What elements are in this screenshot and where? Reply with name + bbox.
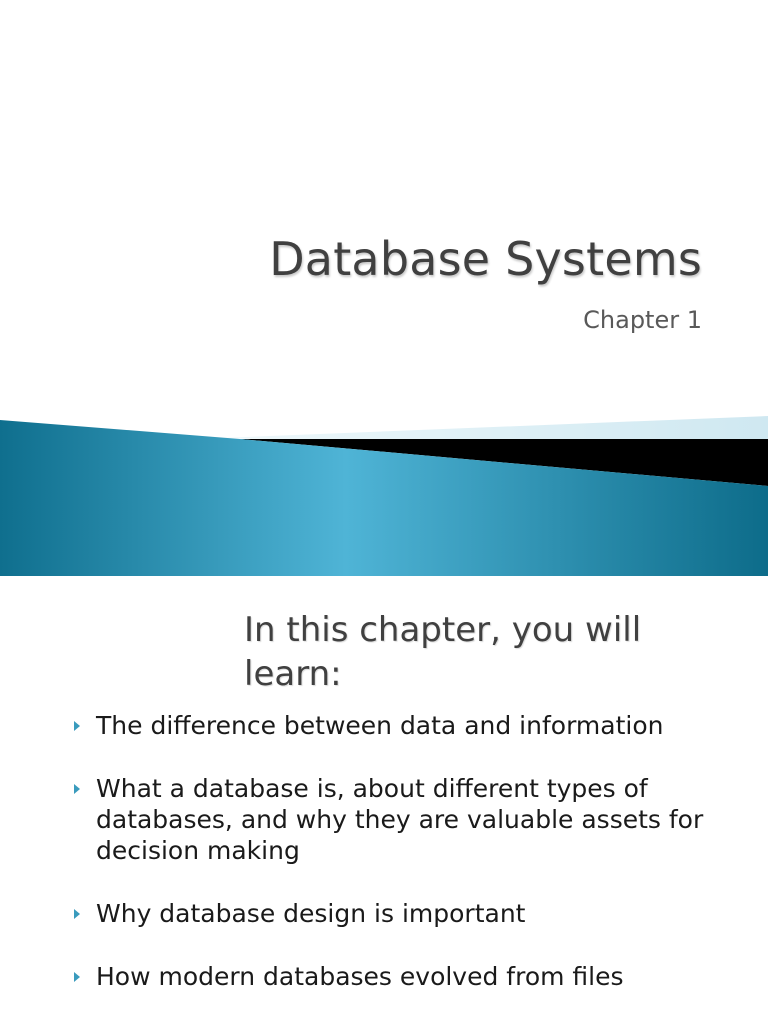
triangle-right-icon [74,784,80,794]
list-item [74,898,714,929]
triangle-right-icon [74,972,80,982]
decorative-banner [0,400,768,576]
bullet-list [74,710,714,1024]
content-slide [0,576,768,1024]
content-heading: In this chapter, you will learn: [244,610,642,694]
triangle-right-icon [74,909,80,919]
slide-subtitle: Chapter 1 [583,306,702,334]
bullet-text: Why database design is important [96,899,526,928]
banner-light-band [220,416,768,440]
bullet-text: What a database is, about different types of databases, and why they are valuable assets for decision making [96,774,704,865]
bullet-text: How modern databases evolved from files [96,962,624,991]
bullet-text: The difference between data and information [96,711,664,740]
list-item [74,773,714,866]
list-item [74,961,714,992]
list-item [74,710,714,741]
triangle-right-icon [74,721,80,731]
slide-title: Database Systems [269,232,702,286]
